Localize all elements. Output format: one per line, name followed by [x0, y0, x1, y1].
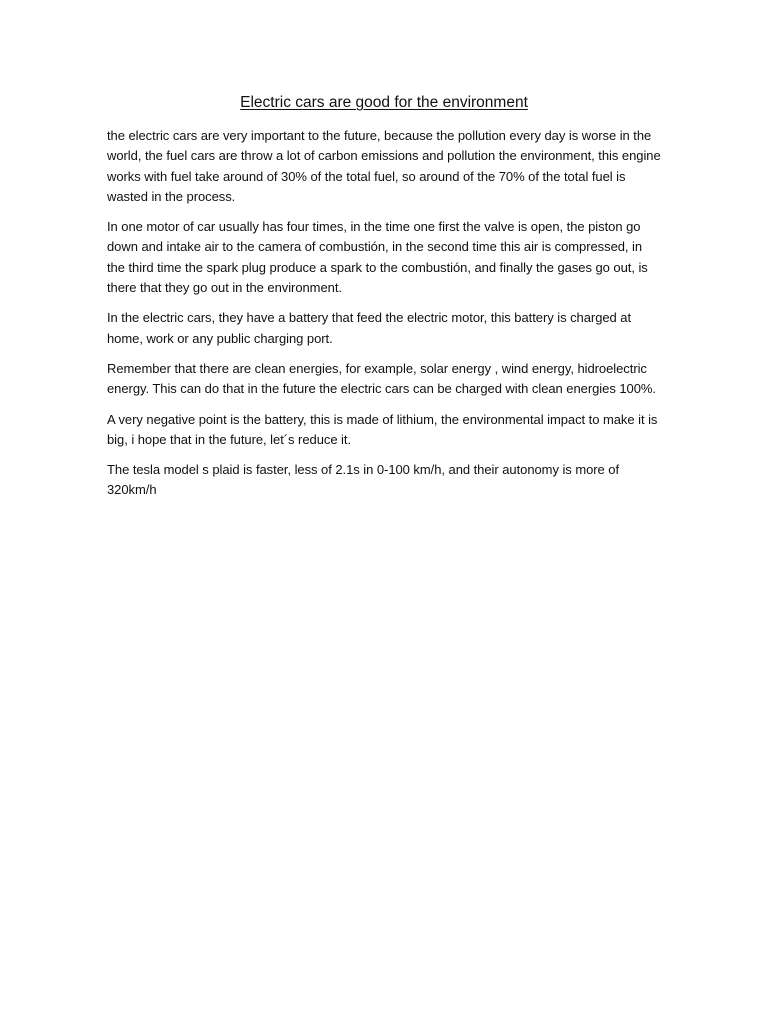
paragraph-pollution: the electric cars are very important to the future, because the pollution every day is worse in the world, the fuel cars are throw a lot of carbon emissions and pollution the environment, this engine works with fuel take around of 30% of the total fuel, so around of the 70% of the total fuel is wasted in the process. — [107, 128, 661, 204]
paragraph-engine-cycle: In one motor of car usually has four times, in the time one first the valve is open, the piston go down and intake air to the camera of combustión, in the second time this air is compressed, in the third time the spark plug produce a spark to the combustión, and finally the gases go out, is there that they go out in the environment. — [107, 219, 648, 296]
paragraph-battery-charging: In the electric cars, they have a battery that feed the electric motor, this battery is charged at home, work or any public charging port. — [107, 310, 632, 346]
paragraph-lithium-impact: A very negative point is the battery, this is made of lithium, the environmental impact to make it is big, i hope that in the future, let´s reduce it. — [107, 411, 658, 447]
paragraph-tesla: The tesla model s plaid is faster, less of 2.1s in 0-100 km/h, and their autonomy is more of 320km/h — [107, 462, 620, 498]
paragraph-clean-energies: Remember that there are clean energies, for example, solar energy , wind energy, hidroelectric energy. This can do that in the future the electric cars can be charged with clean energies 100%. — [107, 360, 656, 397]
document-title: Electric cars are good for the environment — [240, 94, 528, 111]
document-body — [107, 126, 663, 511]
